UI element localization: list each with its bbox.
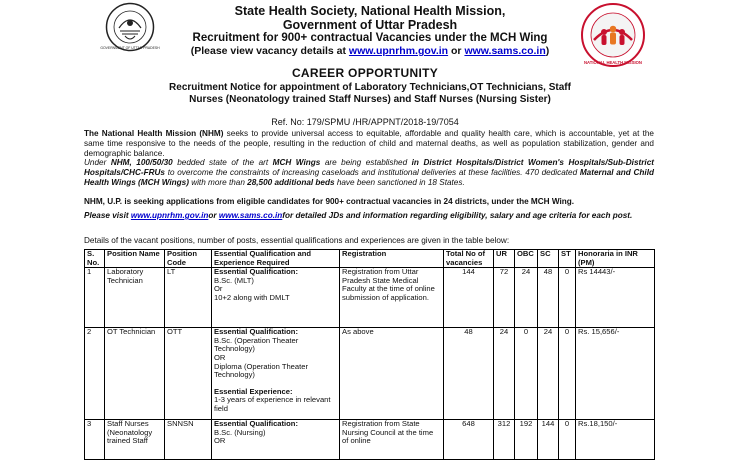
mch-text-4: to overcome the constraints of increasing caseloads and institutional deliveries at these facilities. 470 dedicated — [164, 168, 580, 177]
header-qualification: Essential Qualification and Experience Required — [212, 250, 340, 268]
cell-sc: 24 — [538, 328, 559, 420]
cell-position-code: OTT — [165, 328, 212, 420]
mch-bold-3: in District Hospitals/District Women's Hospitals/Sub-District Hospitals/CHC-FRUs — [84, 158, 654, 177]
mch-bold-1: NHM, 100/50/30 — [110, 158, 173, 167]
qual-line: OR — [214, 436, 226, 446]
cell-st: 0 — [559, 420, 576, 460]
header-position-name: Position Name — [105, 250, 165, 268]
nhm-intro-paragraph — [84, 129, 654, 159]
cell-ur: 72 — [494, 268, 515, 328]
qual-heading: Essential Qualification: — [214, 327, 298, 337]
mch-text-2: bedded state of the art — [172, 158, 273, 167]
cell-position-code: SNNSN — [165, 420, 212, 460]
cell-st: 0 — [559, 268, 576, 328]
mch-text-1: Under — [84, 158, 111, 167]
cell-total: 648 — [444, 420, 494, 460]
reference-number: Ref. No: 179/SPMU /HR/APPNT/2018-19/7054 — [271, 117, 459, 127]
mch-bold-2: MCH Wings — [272, 158, 321, 167]
visit-pre: Please visit — [84, 211, 131, 220]
header-line-3: Recruitment for 900+ contractual Vacancies under the MCH Wing — [192, 32, 548, 44]
table-row — [85, 268, 655, 328]
up-government-emblem-icon — [100, 2, 160, 52]
visit-upnrhm-link[interactable]: www.upnrhm.gov.in — [130, 211, 209, 220]
cell-position-name: Staff Nurses (Neonatology trained Staff — [105, 420, 165, 460]
header-line-4 — [160, 45, 580, 57]
table-intro-paragraph: Details of the vacant positions, number of posts, essential qualifications and experiences are given in the table below: — [84, 236, 510, 245]
header-line-2: Government of Uttar Pradesh — [282, 18, 458, 32]
cell-registration: As above — [340, 328, 444, 420]
cell-sno: 3 — [85, 420, 105, 460]
experience-line: 1-3 years of experience in relevant field — [214, 395, 331, 413]
visit-post: for detailed JDs and information regarding eligibility, salary and age criteria for each post. — [282, 211, 633, 220]
cell-ur: 24 — [494, 328, 515, 420]
qual-line: Or — [214, 284, 223, 294]
visit-mid: or — [208, 211, 219, 220]
nhm-intro-lead: The National Health Mission (NHM) — [84, 129, 224, 138]
vacancy-summary-paragraph: NHM, U.P. is seeking applications from eligible candidates for 900+ contractual vacancies in 24 districts, under the MCH Wing. — [84, 197, 575, 206]
header-line-1: State Health Society, National Health Mission, — [234, 4, 506, 18]
experience-heading: Essential Experience: — [214, 386, 293, 396]
qual-line: B.Sc. (MLT) — [214, 275, 254, 285]
cell-position-name: Laboratory Technician — [105, 268, 165, 328]
header-sc: SC — [538, 250, 559, 268]
cell-sc: 144 — [538, 420, 559, 460]
cell-obc: 24 — [515, 268, 538, 328]
mch-text-3: are being established — [320, 158, 412, 167]
qual-line: OR — [214, 352, 226, 362]
cell-total: 144 — [444, 268, 494, 328]
upnrhm-link[interactable]: www.upnrhm.gov.in — [348, 45, 449, 57]
header-line-4-mid: or — [448, 45, 465, 57]
qual-line: 10+2 along with DMLT — [214, 292, 290, 302]
cell-sc: 48 — [538, 268, 559, 328]
cell-total: 48 — [444, 328, 494, 420]
header-obc: OBC — [515, 250, 538, 268]
cell-sno: 1 — [85, 268, 105, 328]
cell-registration: Registration from State Nursing Council at the time of online — [340, 420, 444, 460]
table-row — [85, 420, 655, 460]
left-logo-caption: GOVERNMENT OF UTTAR PRADESH — [100, 46, 160, 50]
cell-qualification — [212, 268, 340, 328]
qual-line: B.Sc. (Operation Theater Technology) — [214, 335, 299, 354]
recruitment-notice-heading: Recruitment Notice for appointment of Laboratory Technicians,OT Technicians, Staff Nurses (Neonatology trained Staff Nurses) and Staff Nurses (Nursing Sister) — [169, 82, 571, 105]
mch-wing-paragraph — [84, 158, 654, 188]
table-row — [85, 328, 655, 420]
sams-link[interactable]: www.sams.co.in — [464, 45, 546, 57]
visit-websites-paragraph — [84, 211, 654, 221]
nhm-intro-rest: seeks to provide universal access to equitable, affordable and quality health care, which is accountable, yet at the same time responsive to the needs of the people, resulting in the reduction of child and maternal deaths, as well as population stabilization, gender and demographic balance. — [84, 129, 654, 158]
qual-line: Diploma (Operation Theater Technology) — [214, 361, 308, 380]
right-logo-caption: NATIONAL HEALTH MISSION — [584, 60, 642, 65]
qual-line: B.Sc. (Nursing) — [214, 427, 266, 437]
mch-bold-5: 28,500 additional beds — [247, 178, 335, 187]
mch-text-5: with more than — [188, 178, 248, 187]
cell-sno: 2 — [85, 328, 105, 420]
header-honoraria: Honoraria in INR (PM) — [576, 250, 655, 268]
cell-ur: 312 — [494, 420, 515, 460]
notice-header — [160, 4, 580, 57]
header-registration: Registration — [340, 250, 444, 268]
cell-position-code: LT — [165, 268, 212, 328]
cell-honoraria: Rs.18,150/- — [576, 420, 655, 460]
header-position-code: Position Code — [165, 250, 212, 268]
header-sno: S. No. — [85, 250, 105, 268]
cell-qualification — [212, 420, 340, 460]
cell-honoraria: Rs. 15,656/- — [576, 328, 655, 420]
nhm-logo-icon — [580, 2, 646, 68]
header-line-4-post: ) — [545, 45, 550, 57]
career-opportunity-title: CAREER OPPORTUNITY — [291, 66, 439, 80]
visit-sams-link[interactable]: www.sams.co.in — [218, 211, 283, 220]
header-total-vacancies: Total No of vacancies — [444, 250, 494, 268]
cell-obc: 192 — [515, 420, 538, 460]
cell-qualification — [212, 328, 340, 420]
mch-bold-4: Maternal and Child Health Wings (MCH Wings) — [84, 168, 654, 187]
header-st: ST — [559, 250, 576, 268]
cell-obc: 0 — [515, 328, 538, 420]
cell-registration: Registration from Uttar Pradesh State Medical Faculty at the time of online submission of application. — [340, 268, 444, 328]
mch-text-6: have been sanctioned in 18 States. — [334, 178, 465, 187]
vacancy-table — [84, 249, 655, 460]
cell-position-name: OT Technician — [105, 328, 165, 420]
cell-st: 0 — [559, 328, 576, 420]
header-ur: UR — [494, 250, 515, 268]
table-header-row — [85, 250, 655, 268]
qual-heading: Essential Qualification: — [214, 267, 298, 277]
header-line-4-pre: (Please view vacancy details at — [190, 45, 349, 57]
cell-honoraria: Rs 14443/- — [576, 268, 655, 328]
qual-heading: Essential Qualification: — [214, 419, 298, 429]
